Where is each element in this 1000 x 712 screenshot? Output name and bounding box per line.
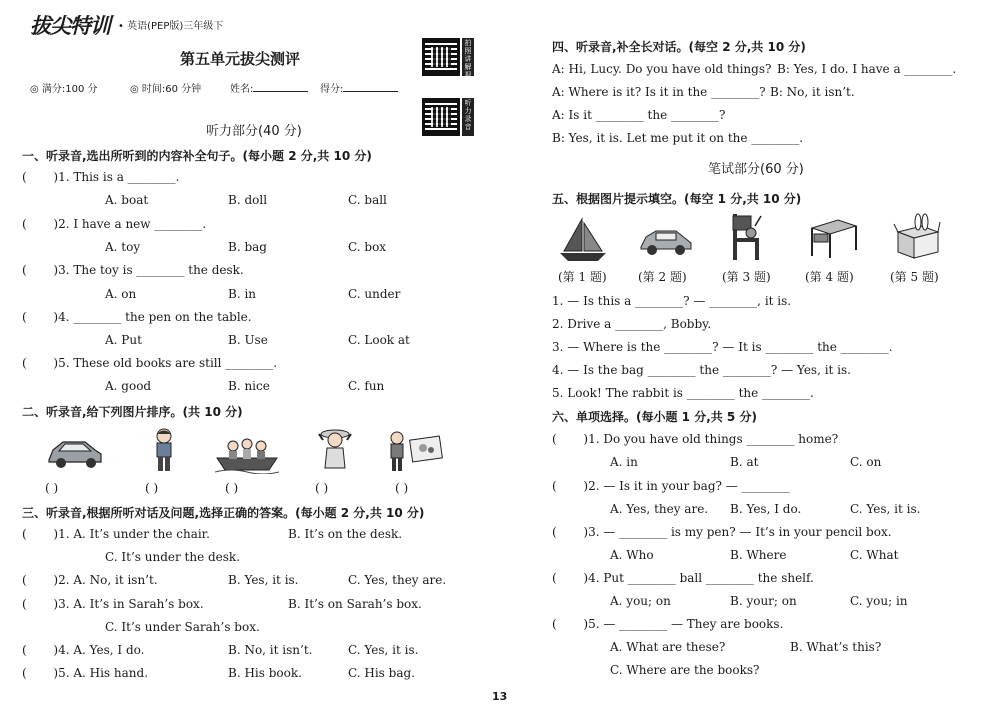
s4-line-6[interactable]: B: Yes, it is. Let me put it on the ________. xyxy=(552,131,804,145)
s2-blank-3[interactable]: ( ) xyxy=(225,481,239,495)
s3-q1-opt-b[interactable]: B. It’s on the desk. xyxy=(288,527,403,541)
subject-label: • 英语(PEP版)三年级下 xyxy=(118,21,224,32)
boat-people-icon xyxy=(215,432,279,474)
s1-q5-stem: ( )5. These old books are still ________. xyxy=(22,356,278,370)
s6-q4-opt-c[interactable]: C. you; in xyxy=(850,594,908,608)
brand-logo: 拔尖特训 xyxy=(30,14,110,38)
s1-q4-stem: ( )4. ________ the pen on the table. xyxy=(22,310,252,324)
section-6-title: 六、单项选择。(每小题 1 分,共 5 分) xyxy=(552,410,757,424)
s3-q5-opt-c[interactable]: C. His bag. xyxy=(348,666,415,680)
s1-q2-stem: ( )2. I have a new ________. xyxy=(22,217,207,231)
s3-q2-opt-c[interactable]: C. Yes, they are. xyxy=(348,573,447,587)
s1-q1-opt-b[interactable]: B. doll xyxy=(228,193,268,207)
s5-pic-label-3: (第 3 题) xyxy=(722,270,771,284)
s5-pic-label-1: (第 1 题) xyxy=(558,270,607,284)
s3-q3-opt-b[interactable]: B. It’s on Sarah’s box. xyxy=(288,597,422,611)
s1-q4-opt-a[interactable]: A. Put xyxy=(105,333,142,347)
s1-q3-opt-c[interactable]: C. under xyxy=(348,287,401,301)
s6-q3-stem[interactable]: ( )3. — ________ is my pen? — It’s in your pencil box. xyxy=(552,525,892,539)
s6-q5-opt-a[interactable]: A. What are these? xyxy=(610,640,726,654)
boy-picture-icon xyxy=(385,430,445,474)
s6-q3-opt-b[interactable]: B. Where xyxy=(730,548,787,562)
score-field[interactable] xyxy=(320,80,398,95)
time-limit: ◎ 时间:60 分钟 xyxy=(130,84,202,95)
s1-q5-opt-c[interactable]: C. fun xyxy=(348,379,385,393)
score-label: 得分: xyxy=(320,84,344,95)
s1-q1-opt-c[interactable]: C. ball xyxy=(348,193,387,207)
s6-q2-opt-b[interactable]: B. Yes, I do. xyxy=(730,502,802,516)
s6-q3-opt-c[interactable]: C. What xyxy=(850,548,899,562)
s6-q2-opt-a[interactable]: A. Yes, they are. xyxy=(610,502,709,516)
s1-q2-opt-b[interactable]: B. bag xyxy=(228,240,267,254)
s3-q3-stem[interactable]: ( )3. A. It’s in Sarah’s box. xyxy=(22,597,204,611)
s6-q2-stem[interactable]: ( )2. — Is it in your bag? — ________ xyxy=(552,479,790,493)
qr-audio-label: 听力录音 xyxy=(462,98,474,136)
s1-q4-opt-b[interactable]: B. Use xyxy=(228,333,268,347)
s6-q4-opt-a[interactable]: A. you; on xyxy=(610,594,671,608)
s6-q2-opt-c[interactable]: C. Yes, it is. xyxy=(850,502,921,516)
s5-pic-label-5: (第 5 题) xyxy=(890,270,939,284)
s4-line-5[interactable]: A: Is it ________ the ________? xyxy=(552,108,726,122)
s5-q4[interactable]: 4. — Is the bag ________ the ________? — Yes, it is. xyxy=(552,363,851,377)
s5-pic-label-4: (第 4 题) xyxy=(805,270,854,284)
s5-q5[interactable]: 5. Look! The rabbit is ________ the ________. xyxy=(552,386,814,400)
s1-q5-opt-b[interactable]: B. nice xyxy=(228,379,270,393)
s2-blank-4[interactable]: ( ) xyxy=(315,481,329,495)
s3-q4-stem[interactable]: ( )4. A. Yes, I do. xyxy=(22,643,145,657)
s5-pic-label-2: (第 2 题) xyxy=(638,270,687,284)
s3-q4-opt-b[interactable]: B. No, it isn’t. xyxy=(228,643,313,657)
section-4-title: 四、听录音,补全长对话。(每空 2 分,共 10 分) xyxy=(552,40,806,54)
s5-q2[interactable]: 2. Drive a ________, Bobby. xyxy=(552,317,712,331)
s6-q4-opt-b[interactable]: B. your; on xyxy=(730,594,797,608)
s6-q1-opt-a[interactable]: A. in xyxy=(610,455,638,469)
section-3-title: 三、听录音,根据所听对话及问题,选择正确的答案。(每小题 2 分,共 10 分) xyxy=(22,506,425,520)
s2-blank-2[interactable]: ( ) xyxy=(145,481,159,495)
page-title: 第五单元拔尖测评 xyxy=(180,50,301,68)
section-1-title: 一、听录音,选出所听到的内容补全句子。(每小题 2 分,共 10 分) xyxy=(22,149,372,163)
s3-q2-stem[interactable]: ( )2. A. No, it isn’t. xyxy=(22,573,158,587)
desk-icon xyxy=(808,218,858,260)
s2-blank-1[interactable]: ( ) xyxy=(45,481,59,495)
s4-line-2[interactable]: B: Yes, I do. I have a ________. xyxy=(777,62,957,76)
s3-q4-opt-c[interactable]: C. Yes, it is. xyxy=(348,643,419,657)
s5-q1[interactable]: 1. — Is this a ________? — ________, it is. xyxy=(552,294,792,308)
s1-q3-opt-b[interactable]: B. in xyxy=(228,287,257,301)
right-page xyxy=(500,0,1000,712)
s1-q2-opt-a[interactable]: A. toy xyxy=(105,240,141,254)
s4-line-4: B: No, it isn’t. xyxy=(770,85,855,99)
s4-line-3[interactable]: A: Where is it? Is it in the ________? xyxy=(552,85,766,99)
s3-q1-opt-c[interactable]: C. It’s under the desk. xyxy=(105,550,241,564)
s3-q5-opt-b[interactable]: B. His book. xyxy=(228,666,302,680)
rabbit-box-icon xyxy=(892,212,942,262)
s6-q5-opt-b[interactable]: B. What’s this? xyxy=(790,640,882,654)
s6-q5-opt-c[interactable]: C. Where are the books? xyxy=(610,663,760,677)
s5-q3[interactable]: 3. — Where is the ________? — It is ________ the ________. xyxy=(552,340,893,354)
s3-q1-stem[interactable]: ( )1. A. It’s under the chair. xyxy=(22,527,210,541)
s6-q1-opt-b[interactable]: B. at xyxy=(730,455,759,469)
s2-blank-5[interactable]: ( ) xyxy=(395,481,409,495)
s1-q2-opt-c[interactable]: C. box xyxy=(348,240,387,254)
girl-hat-icon xyxy=(315,426,355,476)
car-icon xyxy=(45,432,105,472)
boy-icon xyxy=(148,428,180,474)
page-number: 13 xyxy=(492,690,508,703)
qr-code-audio-icon xyxy=(422,98,460,136)
written-heading: 笔试部分(60 分) xyxy=(708,162,804,177)
listening-heading: 听力部分(40 分) xyxy=(206,124,302,139)
s1-q3-opt-a[interactable]: A. on xyxy=(105,287,137,301)
s3-q3-opt-c[interactable]: C. It’s under Sarah’s box. xyxy=(105,620,260,634)
toy-car-icon xyxy=(638,225,694,257)
s3-q2-opt-b[interactable]: B. Yes, it is. xyxy=(228,573,299,587)
qr-video-label: 拍照讲解视频 xyxy=(462,38,474,76)
s1-q1-opt-a[interactable]: A. boat xyxy=(105,193,149,207)
full-score: ◎ 满分:100 分 xyxy=(30,84,98,95)
s4-line-1: A: Hi, Lucy. Do you have old things? xyxy=(552,62,772,76)
section-2-title: 二、听录音,给下列图片排序。(共 10 分) xyxy=(22,405,243,419)
s6-q4-stem[interactable]: ( )4. Put ________ ball ________ the shelf. xyxy=(552,571,814,585)
s6-q1-opt-c[interactable]: C. on xyxy=(850,455,882,469)
s6-q1-stem[interactable]: ( )1. Do you have old things ________ home? xyxy=(552,432,839,446)
name-label: 姓名: xyxy=(230,84,254,95)
s3-q5-stem[interactable]: ( )5. A. His hand. xyxy=(22,666,149,680)
sailboat-icon xyxy=(558,215,608,263)
qr-code-video-icon xyxy=(422,38,460,76)
s1-q1-stem: ( )1. This is a ________. xyxy=(22,170,180,184)
s6-q3-opt-a[interactable]: A. Who xyxy=(610,548,654,562)
s6-q5-stem[interactable]: ( )5. — ________ — They are books. xyxy=(552,617,784,631)
s1-q3-stem: ( )3. The toy is ________ the desk. xyxy=(22,263,244,277)
s1-q4-opt-c[interactable]: C. Look at xyxy=(348,333,410,347)
s1-q5-opt-a[interactable]: A. good xyxy=(105,379,152,393)
name-field[interactable] xyxy=(230,80,308,95)
section-5-title: 五、根据图片提示填空。(每空 1 分,共 10 分) xyxy=(552,192,802,206)
chair-ball-icon xyxy=(725,212,769,264)
